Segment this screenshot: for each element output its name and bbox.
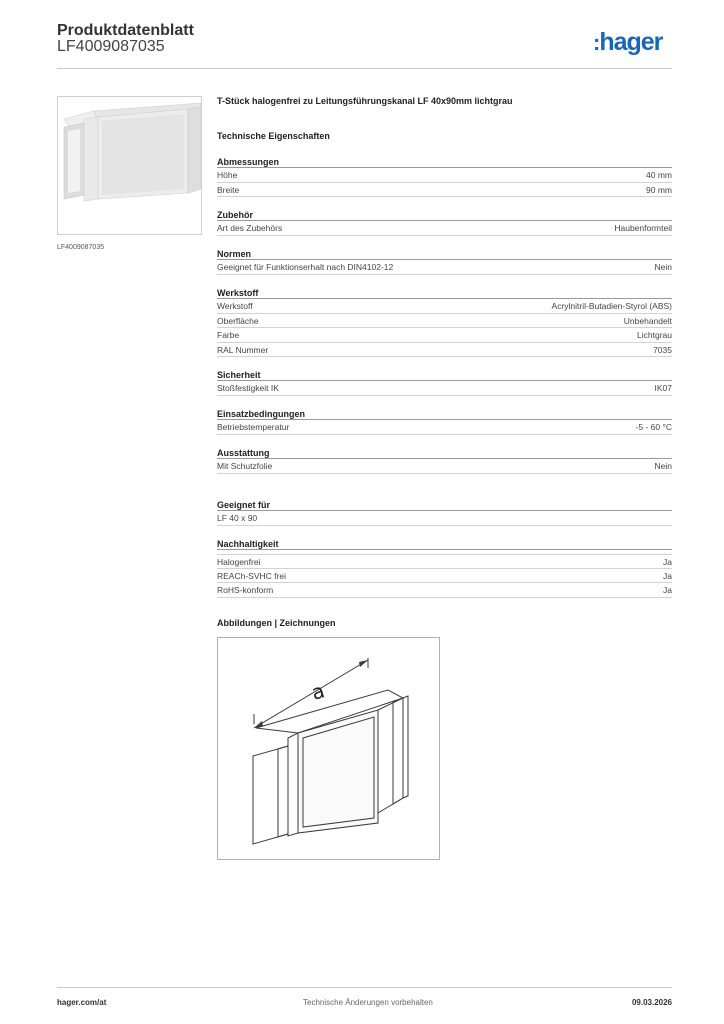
row-value: Acrylnitril-Butadien-Styrol (ABS) — [551, 301, 672, 311]
footer-date: 09.03.2026 — [631, 998, 672, 1007]
row-value: Lichtgrau — [637, 330, 672, 340]
row-value: Haubenformteil — [614, 223, 672, 233]
table-row — [217, 511, 672, 526]
row-label: Betriebstemperatur — [217, 422, 290, 432]
section-title: Ausstattung — [217, 447, 672, 459]
product-code: LF4009087035 — [57, 38, 165, 55]
section-title: Nachhaltigkeit — [217, 538, 672, 550]
technical-drawing — [217, 637, 440, 860]
footer-notice: Technische Änderungen vorbehalten — [303, 998, 433, 1007]
section-ausstattung — [217, 447, 672, 474]
row-value: Unbehandelt — [623, 315, 672, 326]
row-value: 7035 — [653, 344, 672, 355]
row-label: RoHS-konform — [217, 585, 274, 595]
drawings-heading: Abbildungen | Zeichnungen — [217, 618, 336, 628]
row-value: -5 - 60 °C — [635, 422, 672, 432]
table-row — [217, 314, 672, 329]
row-label: RAL Nummer — [217, 344, 269, 355]
footer-website: hager.com/at — [57, 998, 107, 1007]
section-normen — [217, 248, 672, 275]
section-title: Normen — [217, 248, 672, 260]
row-label: Breite — [217, 184, 240, 195]
row-value: Nein — [654, 262, 672, 272]
table-row — [217, 260, 672, 275]
section-title: Zubehör — [217, 209, 672, 221]
row-value: 90 mm — [646, 184, 672, 195]
product-photo — [57, 96, 202, 235]
table-row — [217, 381, 672, 396]
table-row — [217, 183, 672, 198]
product-title: T-Stück halogenfrei zu Leitungsführungskanal LF 40x90mm lichtgrau — [217, 96, 513, 106]
table-row — [217, 569, 672, 584]
page-title: Produktdatenblatt — [57, 22, 194, 39]
table-row — [217, 583, 672, 598]
row-value: Ja — [663, 557, 672, 567]
row-value: Nein — [654, 461, 672, 471]
footer-divider — [57, 987, 672, 988]
section-nachhaltigkeit — [217, 538, 672, 598]
section-title: Sicherheit — [217, 369, 672, 381]
section-title: Einsatzbedingungen — [217, 408, 672, 420]
photo-caption: LF4009087035 — [57, 244, 105, 251]
section-abmessungen — [217, 156, 672, 197]
section-title: Werkstoff — [217, 287, 672, 299]
product-photo-image — [58, 97, 201, 234]
row-value: IK07 — [654, 383, 672, 393]
section-sicherheit — [217, 369, 672, 396]
section-title: Abmessungen — [217, 156, 672, 168]
section-einsatzbedingungen — [217, 408, 672, 435]
table-row — [217, 343, 672, 358]
table-row — [217, 168, 672, 183]
dimension-label: a — [308, 678, 328, 705]
table-row — [217, 420, 672, 435]
row-label: Oberfläche — [217, 315, 259, 326]
row-label: REACh-SVHC frei — [217, 570, 286, 581]
row-label: Geeignet für Funktionserhalt nach DIN4102-12 — [217, 262, 394, 272]
row-value: 40 mm — [646, 170, 672, 180]
row-value: Ja — [663, 570, 672, 581]
section-zubehoer — [217, 209, 672, 236]
row-label: Halogenfrei — [217, 557, 261, 567]
hager-logo: :hager — [593, 28, 663, 56]
properties-heading: Technische Eigenschaften — [217, 131, 330, 141]
header-divider — [57, 68, 672, 69]
row-value: Ja — [663, 585, 672, 595]
section-title: Geeignet für — [217, 499, 672, 511]
section-werkstoff — [217, 287, 672, 357]
technical-drawing-image — [218, 638, 439, 859]
row-label: Höhe — [217, 170, 238, 180]
row-label: Art des Zubehörs — [217, 223, 283, 233]
section-geeignet-fuer — [217, 499, 672, 526]
table-row — [217, 299, 672, 314]
row-label: Werkstoff — [217, 301, 253, 311]
table-row — [217, 221, 672, 236]
table-row — [217, 554, 672, 569]
row-label: LF 40 x 90 — [217, 513, 258, 523]
table-row — [217, 328, 672, 343]
table-row — [217, 459, 672, 474]
row-label: Farbe — [217, 330, 240, 340]
row-label: Mit Schutzfolie — [217, 461, 273, 471]
row-label: Stoßfestigkeit IK — [217, 383, 279, 393]
